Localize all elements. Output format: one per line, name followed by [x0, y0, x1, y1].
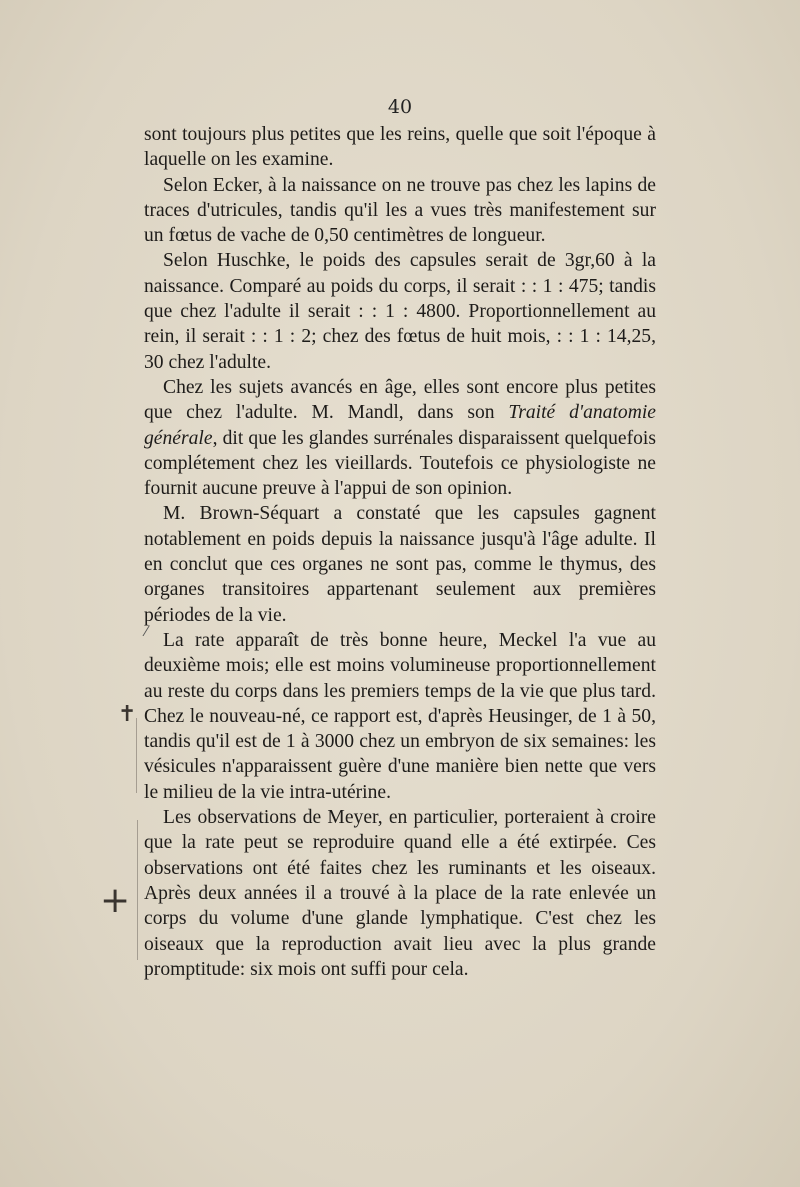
margin-pencil-line [136, 718, 137, 793]
pencil-tick-mark-icon: ⁄ [145, 624, 148, 640]
paragraph-7: Les observations de Meyer, en particulier, porteraient à croire que la rate peut se reproduire quand elle a été extirpée. Ces observations ont été faites chez les ruminants et les oiseaux. Après deux années il a trouvé à la place de la rate enlevée un corps du volume d'une glande lymphatique. C'est chez les oiseaux que la reproduction avait lieu avec la plus grande promptitude: six mois ont suffi pour cela. [144, 807, 656, 980]
paragraph-2: Selon Ecker, à la naissance on ne trouve pas chez les lapins de traces d'utricules, tandis qu'il les a vues très manifestement sur un fœtus de vache de 0,50 centimètres de longueur. [144, 174, 656, 247]
pencil-cross-mark-icon: ✝ [118, 702, 137, 727]
margin-pencil-line [137, 820, 138, 960]
paragraph-4-before: Chez les sujets avancés en âge, elles sont encore plus petites que chez l'adulte. M. Mandl, dans son [144, 376, 656, 424]
paragraph-6: La rate apparaît de très bonne heure, Meckel l'a vue au deuxième mois; elle est moins volumineuse proportionnellement au reste du corps dans les premiers temps de la vie que plus tard. Chez le nouveau-né, ce rapport est, d'après Heusinger, de 1 à 50, tandis qu'il est de 1 à 3000 chez un embryon de six semaines: les vésicules n'apparaissent guère d'une manière bien nette que vers le milieu de la vie intra-utérine. [144, 629, 656, 803]
paragraph-3: Selon Huschke, le poids des capsules serait de 3gr,60 à la naissance. Comparé au poids du corps, il serait : : 1 : 475; tandis que chez l'adulte il serait : : 1 : 4800. Proportionnellement au rein, il serait : : 1 : 2; chez des fœtus de huit mois, : : 1 : 14,25, 30 chez l'adulte. [144, 250, 656, 373]
body-text [144, 122, 656, 982]
paragraph-4-after: , dit que les glandes surrénales disparaissent quelquefois complétement chez les vieillards. Toutefois ce physiologiste ne fournit aucune preuve à l'appui de son opinion. [144, 427, 656, 500]
paragraph-5: M. Brown-Séquart a constaté que les capsules gagnent notablement en poids depuis la naissance jusqu'à l'âge adulte. Il en conclut que ces organes ne sont pas, comme le thymus, des organes transitoires appartenant seulement aux premières périodes de la vie. [144, 503, 656, 626]
book-title: Traité d'anatomie générale [144, 402, 656, 449]
page-number: 40 [387, 96, 413, 118]
paragraph-1: sont toujours plus petites que les reins, quelle que soit l'époque à laquelle on les examine. [144, 124, 656, 171]
pencil-large-cross-mark-icon: + [100, 880, 131, 921]
paragraph-4 [144, 375, 656, 501]
